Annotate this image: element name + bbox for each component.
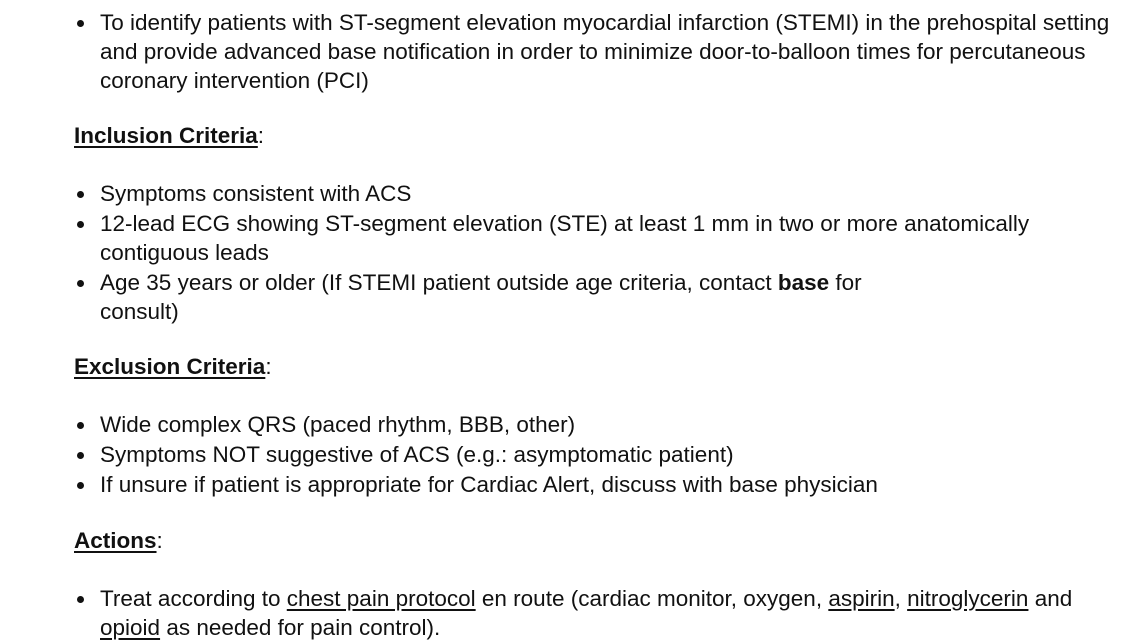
exclusion-criteria-list [0, 410, 1130, 500]
inclusion-item-symptoms: Symptoms consistent with ACS [0, 179, 1130, 208]
exclusion-heading-text: Exclusion Criteria [74, 354, 266, 379]
exclusion-item-symptoms: Symptoms NOT suggestive of ACS (e.g.: asymptomatic patient) [0, 440, 1130, 469]
exclusion-criteria-heading [74, 352, 272, 381]
chest-pain-protocol-link[interactable]: chest pain protocol [286, 586, 476, 611]
exclusion-item-wide-qrs: Wide complex QRS (paced rhythm, BBB, other) [0, 410, 1130, 439]
purpose-item: To identify patients with ST-segment elevation myocardial infarction (STEMI) in the prehospital setting and provide advanced base notification in order to minimize door-to-balloon times for percutaneous coronary intervention (PCI) [0, 8, 1130, 95]
inclusion-item-ecg: 12-lead ECG showing ST-segment elevation (STE) at least 1 mm in two or more anatomically contiguous leads [0, 209, 1130, 267]
action-text: and [1028, 586, 1073, 611]
age-item-base-bold: base [777, 270, 830, 295]
inclusion-heading-colon: : [257, 123, 265, 148]
action-item-treat [0, 584, 1130, 642]
purpose-list [0, 8, 1130, 95]
actions-heading-colon: : [156, 528, 163, 553]
age-item-text: Age 35 years or older (If STEMI patient outside age criteria, contact [100, 270, 778, 295]
exclusion-heading-colon: : [265, 354, 272, 379]
exclusion-item-unsure: If unsure if patient is appropriate for Cardiac Alert, discuss with base physician [0, 470, 1130, 499]
age-item-text-end: for [829, 270, 862, 295]
nitroglycerin-link[interactable]: nitroglycerin [907, 586, 1029, 611]
age-item-text-line2: consult) [100, 299, 179, 324]
action-text: , [894, 586, 908, 611]
actions-list [0, 584, 1130, 642]
aspirin-link[interactable]: aspirin [828, 586, 895, 611]
action-text: en route (cardiac monitor, oxygen, [475, 586, 829, 611]
inclusion-item-age [0, 268, 1130, 326]
inclusion-criteria-heading [74, 121, 264, 150]
action-text: Treat according to [100, 586, 287, 611]
opioid-link[interactable]: opioid [100, 615, 161, 640]
actions-heading [74, 526, 163, 555]
actions-heading-text: Actions [74, 528, 157, 553]
inclusion-criteria-list [0, 179, 1130, 327]
action-text: as needed for pain control). [160, 615, 441, 640]
inclusion-heading-text: Inclusion Criteria [74, 123, 258, 148]
